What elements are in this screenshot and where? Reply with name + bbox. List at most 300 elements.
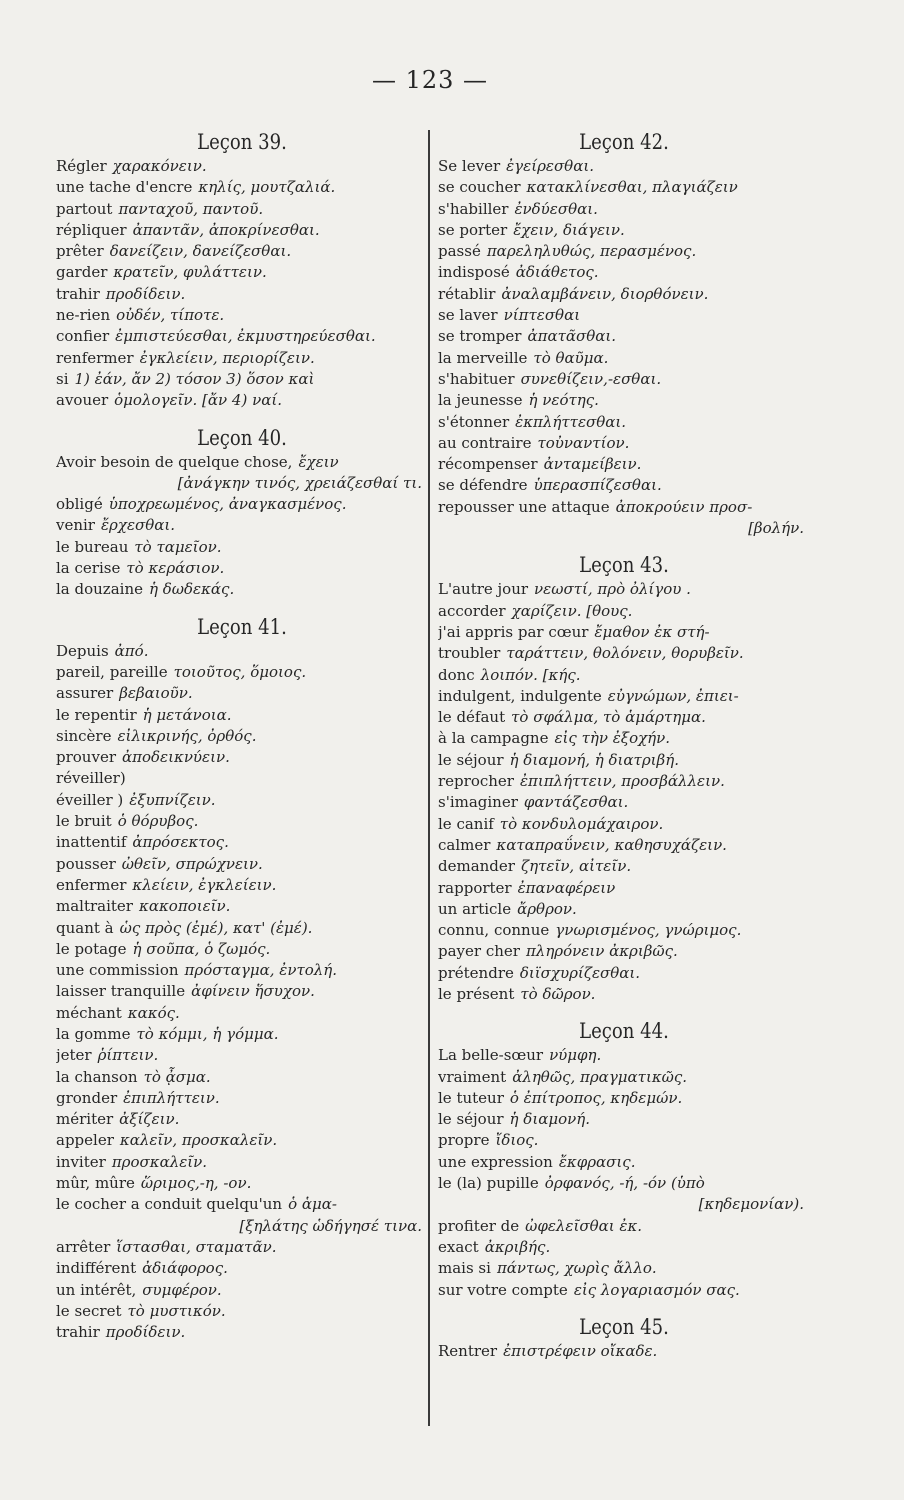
greek-translation: ἀπατᾶσθαι.: [527, 327, 617, 346]
vocab-entry: [56, 558, 428, 579]
greek-translation: καταπραΰνειν, καθησυχάζειν.: [496, 835, 727, 854]
lesson-title: Leçon 42.: [579, 130, 669, 154]
greek-translation: ἀδιάφορος.: [142, 1259, 228, 1278]
greek-translation: ζητεῖν, αἰτεῖν.: [520, 857, 632, 876]
french-term: gronder: [56, 1088, 118, 1107]
greek-translation: κακοποιεῖν.: [138, 897, 231, 916]
vocab-entry: [56, 918, 428, 939]
greek-translation: ἔκφρασις.: [558, 1152, 636, 1171]
vocab-entry: [56, 241, 428, 262]
french-term: repousser une attaque: [438, 497, 610, 516]
vocab-entry: [438, 1045, 810, 1066]
french-term: La belle-sœur: [438, 1046, 544, 1065]
vocab-entry: [438, 920, 810, 941]
greek-translation: συνεθίζειν,-εσθαι.: [520, 369, 662, 388]
greek-translation: ἀνταμείβειν.: [543, 455, 642, 474]
french-term: la douzaine: [56, 580, 143, 599]
vocab-entry: [56, 768, 428, 789]
greek-translation: τὸ ᾆσμα.: [143, 1067, 211, 1086]
page-number: — 123 —: [371, 66, 489, 94]
french-term: enfermer: [56, 875, 127, 894]
french-term: le tuteur: [438, 1088, 504, 1107]
greek-translation: νεωστί, πρὸ ὀλίγου .: [534, 580, 691, 599]
french-term: partout: [56, 199, 113, 218]
greek-translation: ὡς πρὸς (ἐμέ), κατ' (ἐμέ).: [119, 918, 313, 937]
greek-translation: κατακλίνεσθαι, πλαγιάζειν: [526, 178, 738, 197]
vocab-entry: [56, 537, 428, 558]
greek-translation: τοὐναντίον.: [537, 433, 630, 452]
vocab-entry: [56, 452, 428, 473]
vocab-entry: [56, 262, 428, 283]
french-term: se coucher: [438, 178, 521, 197]
french-term: se défendre: [438, 476, 528, 495]
greek-translation: κηλίς, μουτζαλιά.: [198, 178, 336, 197]
vocab-entry: [56, 747, 428, 768]
french-term: pareil, pareille: [56, 662, 168, 681]
french-term: jeter: [56, 1046, 92, 1065]
french-term: payer cher: [438, 942, 520, 961]
french-term: ne-rien: [56, 306, 111, 325]
greek-translation: τὸ σφάλμα, τὸ ἁμάρτημα.: [511, 708, 706, 727]
greek-translation: ἐγκλείειν, περιορίζειν.: [139, 348, 315, 367]
french-term: accorder: [438, 601, 506, 620]
greek-translation: ἐνδύεσθαι.: [514, 199, 598, 218]
greek-translation: ἡ διαμονή, ἡ διατριβή.: [509, 750, 679, 769]
french-term: renfermer: [56, 348, 134, 367]
vocab-entry: [56, 156, 428, 177]
greek-translation: ἐπιπλήττειν, προσβάλλειν.: [519, 772, 725, 791]
vocab-entry: [56, 726, 428, 747]
greek-translation: ἔχειν, διάγειν.: [513, 220, 625, 239]
greek-translation: τὸ κονδυλομάχαιρον.: [499, 814, 664, 833]
vocab-entry: [438, 878, 810, 899]
vocab-entry: [438, 984, 810, 1005]
vocab-entry: [438, 1109, 810, 1130]
vocab-entry: [438, 601, 810, 622]
greek-translation: ταράττειν, θολόνειν, θορυβεῖν.: [506, 644, 744, 663]
french-term: le défaut: [438, 708, 506, 727]
vocab-entry: [56, 960, 428, 981]
vocab-entry: [438, 579, 810, 600]
vocab-entry: [438, 1237, 810, 1258]
greek-translation: ἡ νεότης.: [528, 391, 599, 410]
french-term: une tache d'encre: [56, 178, 193, 197]
greek-translation: ἀπό.: [114, 641, 149, 660]
vocab-entry: [438, 622, 810, 643]
greek-translation: ἐμπιστεύεσθαι, ἐκμυστηρεύεσθαι.: [115, 327, 376, 346]
french-term: L'autre jour: [438, 580, 529, 599]
greek-translation: προδίδειν.: [105, 284, 186, 303]
vocab-entry: [438, 220, 810, 241]
french-term: Se lever: [438, 157, 501, 175]
french-term: répliquer: [56, 220, 127, 239]
french-term: prouver: [56, 748, 116, 767]
vocab-entry: [56, 494, 428, 515]
french-term: indisposé: [438, 263, 510, 282]
french-term: le présent: [438, 984, 515, 1003]
french-term: prêter: [56, 242, 104, 261]
french-term: le potage: [56, 939, 127, 958]
french-term: le repentir: [56, 705, 137, 724]
french-term: connu, connue: [438, 921, 550, 940]
vocab-entry: [56, 1088, 428, 1109]
french-term: une expression: [438, 1152, 553, 1171]
vocab-entry: [56, 220, 428, 241]
greek-translation: κλείειν, ἐγκλείειν.: [132, 875, 277, 894]
right-column: [438, 128, 810, 1362]
french-term: se porter: [438, 220, 508, 239]
greek-translation: εὐγνώμων, ἐπιει-: [607, 686, 739, 705]
greek-translation: ἐπαναφέρειν: [517, 878, 616, 897]
vocab-entry: [438, 199, 810, 220]
greek-translation: ὁ ἐπίτροπος, κηδεμών.: [509, 1088, 683, 1107]
french-term: se laver: [438, 306, 498, 325]
lesson-title: Leçon 45.: [579, 1314, 669, 1339]
greek-translation: εἰς λογαριασμόν σας.: [573, 1280, 740, 1299]
french-term: quant à: [56, 918, 114, 937]
vocab-entry: [438, 665, 810, 686]
greek-translation: χαρακόνειν.: [112, 157, 207, 175]
french-term: le canif: [438, 814, 494, 833]
french-term: le secret: [56, 1301, 122, 1320]
vocab-entry: [56, 1173, 428, 1194]
greek-translation: οὐδέν, τίποτε.: [116, 306, 225, 325]
greek-translation: ἀπαντᾶν, ἀποκρίνεσθαι.: [132, 220, 320, 239]
french-term: s'imaginer: [438, 793, 518, 812]
vocab-entry: [438, 707, 810, 728]
french-term: le (la) pupille: [438, 1174, 539, 1193]
french-term: exact: [438, 1237, 479, 1256]
greek-translation: [ξηλάτης ὡδήγησέ τινα.: [239, 1216, 422, 1235]
french-term: inviter: [56, 1152, 106, 1171]
greek-translation: ὑπερασπίζεσθαι.: [533, 476, 662, 495]
greek-translation: ἴδιος.: [495, 1131, 539, 1150]
french-term: la merveille: [438, 348, 528, 367]
french-term: trahir: [56, 1323, 100, 1342]
french-term: la chanson: [56, 1067, 138, 1086]
french-term: s'étonner: [438, 412, 510, 431]
lesson-43-list: [438, 579, 810, 1005]
greek-translation: ἀπρόσεκτος.: [132, 833, 229, 852]
vocab-entry: [438, 262, 810, 283]
greek-translation: ἀφίνειν ἥσυχον.: [191, 982, 315, 1001]
french-term: demander: [438, 857, 515, 876]
french-term: pousser: [56, 854, 116, 873]
vocab-entry: [438, 326, 810, 347]
greek-translation: νύμφη.: [549, 1046, 602, 1065]
vocab-entry: [438, 771, 810, 792]
french-term: assurer: [56, 684, 114, 703]
french-term: mûr, mûre: [56, 1174, 135, 1193]
greek-translation: τὸ κεράσιον.: [126, 559, 225, 578]
french-term: la cerise: [56, 559, 121, 578]
french-term: inattentif: [56, 833, 127, 852]
french-term: avouer: [56, 391, 109, 410]
greek-translation: ἄρθρον.: [517, 899, 577, 918]
greek-translation: παρεληλυθώς, περασμένος.: [486, 242, 697, 261]
vocab-entry: [438, 177, 810, 198]
greek-translation: πληρόνειν ἀκριβῶς.: [525, 942, 678, 961]
french-term: confier: [56, 327, 110, 346]
vocab-entry: [56, 683, 428, 704]
vocab-entry: [438, 963, 810, 984]
french-term: sur votre compte: [438, 1280, 568, 1299]
vocab-entry: [56, 199, 428, 220]
vocab-entry: [438, 792, 810, 813]
vocab-entry: [56, 832, 428, 853]
greek-translation: ἐγείρεσθαι.: [506, 157, 594, 175]
greek-translation: ὑποχρεωμένος, ἀναγκασμένος.: [108, 495, 347, 514]
greek-translation: ἀναλαμβάνειν, διορθόνειν.: [501, 284, 709, 303]
greek-translation: προδίδειν.: [105, 1323, 186, 1342]
greek-translation: ἀκριβής.: [484, 1237, 551, 1256]
french-term: garder: [56, 263, 108, 282]
greek-translation: ἐπιπλήττειν.: [123, 1088, 220, 1107]
french-term: reprocher: [438, 772, 514, 791]
vocab-entry: [438, 454, 810, 475]
french-term: calmer: [438, 835, 491, 854]
french-term: la gomme: [56, 1024, 131, 1043]
greek-translation: χαρίζειν. [θους.: [511, 601, 633, 620]
greek-translation: προσκαλεῖν.: [111, 1152, 208, 1171]
greek-translation: εἰς τὴν ἐξοχήν.: [554, 729, 671, 748]
vocab-entry: [56, 1067, 428, 1088]
vocab-entry: [438, 1088, 810, 1109]
greek-translation: ἡ δωδεκάς.: [148, 580, 235, 599]
greek-translation: ὁ ἁμα-: [288, 1195, 337, 1214]
vocab-entry: [438, 1130, 810, 1151]
vocab-entry: [438, 941, 810, 962]
lesson-45-list: [438, 1341, 810, 1362]
greek-translation: ὥριμος,-η, -ον.: [140, 1174, 252, 1193]
greek-translation: συμφέρον.: [142, 1280, 222, 1299]
french-term: profiter de: [438, 1216, 520, 1235]
french-term: Depuis: [56, 641, 109, 660]
vocab-entry: [56, 284, 428, 305]
vocab-entry: [56, 705, 428, 726]
vocab-entry: [56, 1237, 428, 1258]
greek-translation: τὸ ταμεῖον.: [134, 537, 222, 556]
left-column: [56, 128, 428, 1343]
french-term: réveiller): [56, 769, 126, 788]
french-term: maltraiter: [56, 897, 133, 916]
french-term: la jeunesse: [438, 391, 523, 410]
french-term: récompenser: [438, 455, 538, 474]
vocab-entry: [438, 1216, 810, 1237]
vocab-entry: [56, 811, 428, 832]
vocab-entry: [56, 1258, 428, 1279]
vocab-entry: [438, 686, 810, 707]
column-divider: [428, 130, 430, 1426]
french-term: Régler: [56, 157, 107, 175]
greek-translation: ὠθεῖν, σπρώχνειν.: [121, 854, 263, 873]
greek-translation: [ἀνάγκην τινός, χρειάζεσθαί τι.: [177, 473, 422, 492]
vocab-entry: [438, 348, 810, 369]
greek-translation: πανταχοῦ, παντοῦ.: [118, 199, 264, 218]
vocab-entry: [438, 475, 810, 496]
french-term: trahir: [56, 284, 100, 303]
vocab-entry: [438, 814, 810, 835]
lesson-40-list: [56, 452, 428, 601]
vocab-entry: [56, 1045, 428, 1066]
lesson-title: Leçon 39.: [197, 130, 287, 154]
vocab-entry: [56, 326, 428, 347]
french-term: appeler: [56, 1131, 114, 1150]
greek-translation: ἐπιστρέφειν οἴκαδε.: [503, 1341, 658, 1360]
vocab-entry: [56, 875, 428, 896]
greek-translation: νίπτεσθαι: [503, 306, 581, 325]
vocab-entry: [56, 1280, 428, 1301]
french-term: si: [56, 369, 69, 388]
lesson-41-list: [56, 641, 428, 1344]
vocab-entry: [56, 515, 428, 536]
vocab-entry: [438, 518, 810, 539]
vocab-entry: [56, 662, 428, 683]
french-term: s'habiller: [438, 199, 509, 218]
french-term: Rentrer: [438, 1341, 498, 1360]
greek-translation: βεβαιοῦν.: [119, 684, 193, 703]
french-term: obligé: [56, 495, 103, 514]
vocab-entry: [438, 241, 810, 262]
vocab-entry: [438, 390, 810, 411]
french-term: laisser tranquille: [56, 982, 186, 1001]
greek-translation: ἔμαθον ἐκ στή-: [594, 622, 710, 641]
french-term: éveiller ): [56, 790, 124, 809]
vocab-entry: [438, 412, 810, 433]
vocab-entry: [438, 1258, 810, 1279]
vocab-entry: [438, 433, 810, 454]
french-term: venir: [56, 516, 95, 535]
lesson-title: Leçon 43.: [579, 553, 669, 578]
vocab-entry: [56, 1003, 428, 1024]
french-term: rapporter: [438, 878, 512, 897]
greek-translation: ἡ μετάνοια.: [142, 705, 232, 724]
french-term: un article: [438, 899, 512, 918]
vocab-entry: [56, 390, 428, 411]
vocab-entry: [438, 1341, 810, 1362]
vocab-entry: [56, 348, 428, 369]
greek-translation: λοιπόν. [κής.: [480, 665, 581, 684]
french-term: le bureau: [56, 537, 129, 556]
greek-translation: ἔρχεσθαι.: [100, 516, 176, 535]
greek-translation: φαντάζεσθαι.: [523, 793, 629, 812]
french-term: à la campagne: [438, 729, 549, 748]
greek-translation: ἀξίζειν.: [119, 1110, 180, 1129]
greek-translation: ἀποδεικνύειν.: [122, 748, 230, 767]
greek-translation: διϊσχυρίζεσθαι.: [519, 963, 641, 982]
greek-translation: κακός.: [127, 1003, 180, 1022]
lesson-title: Leçon 44.: [579, 1019, 669, 1044]
greek-translation: πρόσταγμα, ἐντολή.: [184, 961, 338, 980]
lesson-39-list: [56, 156, 428, 412]
french-term: méchant: [56, 1003, 122, 1022]
vocab-entry: [438, 1173, 810, 1194]
greek-translation: ἀληθῶς, πραγματικῶς.: [512, 1067, 688, 1086]
french-term: au contraire: [438, 433, 532, 452]
greek-translation: ὀρφανός, -ή, -όν (ὑπὸ: [544, 1174, 705, 1193]
greek-translation: δανείζειν, δανείζεσθαι.: [109, 242, 292, 261]
french-term: un intérêt,: [56, 1280, 137, 1299]
french-term: le séjour: [438, 750, 504, 769]
lesson-42-list: [438, 156, 810, 539]
vocab-entry: [56, 1130, 428, 1151]
french-term: sincère: [56, 726, 112, 745]
vocab-entry: [56, 1301, 428, 1322]
vocab-entry: [56, 1216, 428, 1237]
vocab-entry: [438, 1067, 810, 1088]
vocab-entry: [438, 856, 810, 877]
french-term: le séjour: [438, 1110, 504, 1129]
greek-translation: τὸ μυστικόν.: [127, 1301, 226, 1320]
french-term: s'habituer: [438, 369, 515, 388]
french-term: le bruit: [56, 812, 112, 831]
vocab-entry: [56, 790, 428, 811]
greek-translation: 1) ἐάν, ἄν 2) τόσον 3) ὅσον καὶ: [74, 369, 315, 388]
greek-translation: ἡ διαμονή.: [509, 1110, 590, 1129]
lesson-title: Leçon 41.: [197, 614, 287, 639]
vocab-entry: [56, 1152, 428, 1173]
vocab-entry: [56, 369, 428, 390]
french-term: donc: [438, 665, 475, 684]
vocab-entry: [438, 284, 810, 305]
french-term: mais si: [438, 1259, 491, 1278]
greek-translation: ἀδιάθετος.: [515, 263, 599, 282]
vocab-entry: [56, 854, 428, 875]
greek-translation: ὁμολογεῖν. [ἄν 4) ναί.: [114, 391, 282, 410]
vocab-entry: [56, 473, 428, 494]
greek-translation: τὸ κόμμι, ἡ γόμμα.: [136, 1024, 279, 1043]
greek-translation: ῥίπτειν.: [97, 1046, 159, 1065]
vocab-entry: [438, 497, 810, 518]
lesson-44-list: [438, 1045, 810, 1301]
french-term: se tromper: [438, 327, 522, 346]
vocab-entry: [56, 1109, 428, 1130]
vocab-entry: [438, 369, 810, 390]
french-term: vraiment: [438, 1067, 507, 1086]
french-term: rétablir: [438, 284, 496, 303]
greek-translation: τὸ δῶρον.: [520, 984, 596, 1003]
vocab-entry: [438, 728, 810, 749]
greek-translation: [βολήν.: [748, 519, 804, 538]
french-term: indifférent: [56, 1259, 137, 1278]
vocab-entry: [438, 156, 810, 177]
greek-translation: τοιοῦτος, ὅμοιος.: [173, 662, 307, 681]
french-term: propre: [438, 1131, 490, 1150]
vocab-entry: [438, 643, 810, 664]
greek-translation: ἐξυπνίζειν.: [129, 790, 216, 809]
french-term: prétendre: [438, 963, 514, 982]
vocab-entry: [438, 899, 810, 920]
vocab-entry: [438, 835, 810, 856]
vocab-entry: [438, 305, 810, 326]
french-term: mériter: [56, 1110, 114, 1129]
french-term: passé: [438, 242, 481, 261]
vocab-entry: [56, 939, 428, 960]
vocab-entry: [438, 1194, 810, 1215]
vocab-entry: [56, 1194, 428, 1215]
greek-translation: ἔχειν: [298, 452, 339, 471]
french-term: le cocher a conduit quelqu'un: [56, 1195, 283, 1214]
greek-translation: ὠφελεῖσθαι ἐκ.: [525, 1216, 643, 1235]
vocab-entry: [56, 641, 428, 662]
french-term: indulgent, indulgente: [438, 686, 602, 705]
greek-translation: κρατεῖν, φυλάττειν.: [113, 263, 267, 282]
greek-translation: τὸ θαῦμα.: [533, 348, 609, 367]
vocab-entry: [56, 981, 428, 1002]
french-term: j'ai appris par cœur: [438, 622, 589, 641]
vocab-entry: [56, 305, 428, 326]
greek-translation: ἵστασθαι, σταματᾶν.: [116, 1237, 277, 1256]
